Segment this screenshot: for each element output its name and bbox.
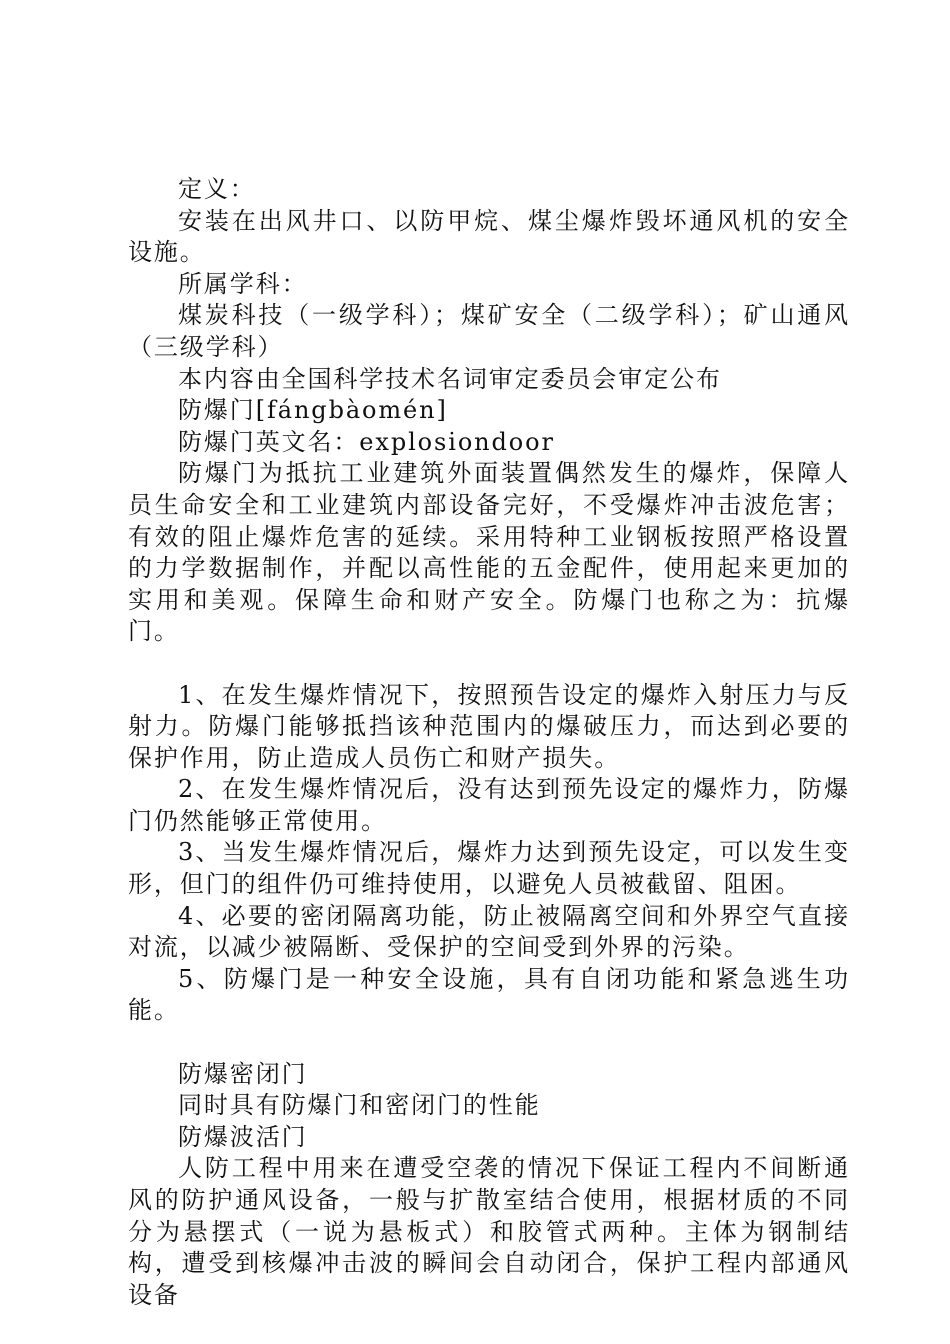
sealed-door-text: 同时具有防爆门和密闭门的性能: [178, 1091, 541, 1120]
feature-item-1: 1、在发生爆炸情况下，按照预告设定的爆炸入射压力与反射力。防爆门能够抵挡该种范围内的爆破压力，而达到必要的保护作用，防止造成人员伤亡和财产损失。: [128, 680, 850, 772]
term-pinyin: 防爆门[fángbàomén]: [178, 396, 448, 425]
blast-valve-heading: 防爆波活门: [178, 1122, 308, 1151]
definition-text: 安装在出风井口、以防甲烷、煤尘爆炸毁坏通风机的安全设施。: [128, 206, 850, 267]
document-body: [128, 174, 850, 1311]
discipline-heading: 所属学科：: [178, 269, 308, 298]
sealed-door-heading: 防爆密闭门: [178, 1059, 308, 1088]
intro-paragraph: 防爆门为抵抗工业建筑外面装置偶然发生的爆炸，保障人员生命安全和工业建筑内部设备完好，不受爆炸冲击波危害；有效的阻止爆炸危害的延续。采用特种工业钢板按照严格设置的力学数据制作，并配以高性能的五金配件，使用起来更加的实用和美观。保障生命和财产安全。防爆门也称之为：抗爆门。: [128, 459, 850, 646]
discipline-text: 煤炭科技（一级学科）；煤矿安全（二级学科）；矿山通风（三级学科）: [128, 301, 850, 361]
blast-valve-text: 人防工程中用来在遭受空袭的情况下保证工程内不间断通风的防护通风设备，一般与扩散室结合使用，根据材质的不同分为悬摆式（一说为悬板式）和胶管式两种。主体为钢制结构，遭受到核爆冲击波的瞬间会自动闭合，保护工程内部通风设备: [128, 1154, 850, 1309]
source-note: 本内容由全国科学技术名词审定委员会审定公布: [178, 364, 722, 393]
feature-item-4: 4、必要的密闭隔离功能，防止被隔离空间和外界空气直接对流，以减少被隔断、受保护的空间受到外界的污染。: [128, 901, 850, 962]
paragraph-spacer: [128, 1027, 850, 1059]
definition-heading: 定义：: [178, 175, 256, 203]
feature-item-5: 5、防爆门是一种安全设施，具有自闭功能和紧急逃生功能。: [128, 964, 850, 1025]
feature-item-2: 2、在发生爆炸情况后，没有达到预先设定的爆炸力，防爆门仍然能够正常使用。: [128, 775, 850, 835]
feature-item-3: 3、当发生爆炸情况后，爆炸力达到预先设定，可以发生变形，但门的组件仍可维持使用，以避免人员被截留、阻困。: [128, 838, 850, 899]
paragraph-spacer: [128, 648, 850, 680]
term-english: 防爆门英文名：explosiondoor: [178, 427, 555, 456]
